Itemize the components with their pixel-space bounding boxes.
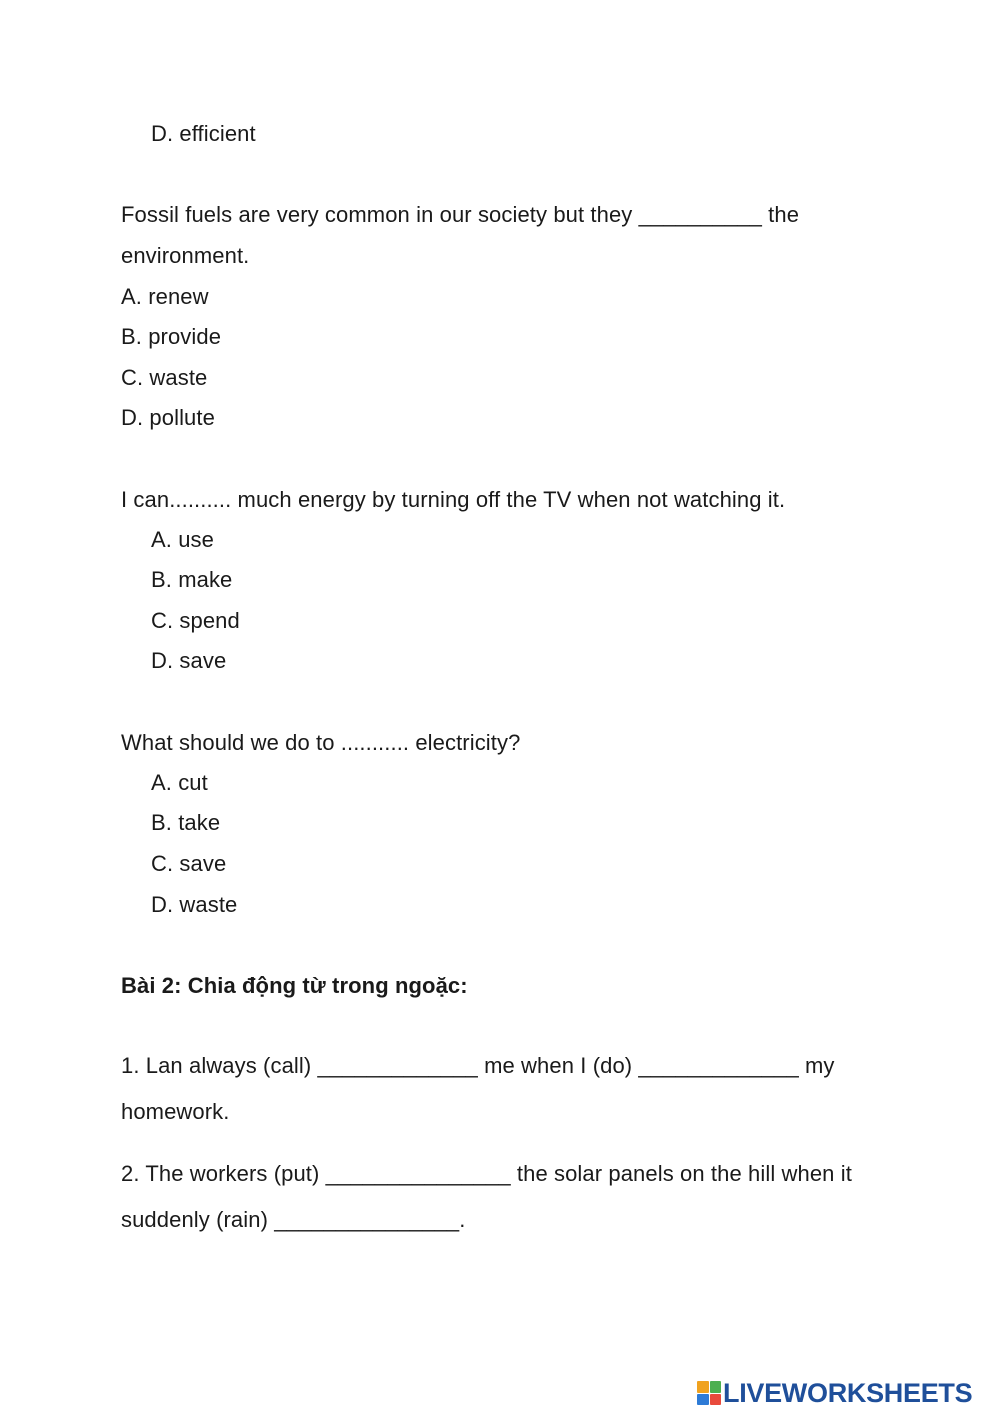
question-stem-continued: environment. bbox=[121, 243, 250, 268]
option-d: D. pollute bbox=[121, 405, 215, 430]
section-heading: Bài 2: Chia động từ trong ngoặc: bbox=[121, 973, 468, 998]
option-c: C. waste bbox=[121, 365, 208, 390]
option-c: C. spend bbox=[151, 608, 240, 633]
question-stem: I can.......... much energy by turning off the TV when not watching it. bbox=[121, 487, 786, 512]
exercise-item-2-continued: suddenly (rain) _______________. bbox=[121, 1207, 466, 1232]
exercise-item-2: 2. The workers (put) _______________ the solar panels on the hill when it bbox=[121, 1161, 852, 1186]
option-b: B. provide bbox=[121, 324, 222, 349]
option-d: D. save bbox=[151, 648, 227, 673]
exercise-item-1: 1. Lan always (call) _____________ me when I (do) _____________ my bbox=[121, 1053, 835, 1078]
option-b: B. make bbox=[151, 567, 233, 592]
exercise-item-1-continued: homework. bbox=[121, 1099, 230, 1124]
option-d: D. waste bbox=[151, 892, 238, 917]
logo-text: LIVEWORKSHEETS bbox=[723, 1377, 973, 1408]
option-a: A. renew bbox=[121, 284, 209, 309]
option-c: C. save bbox=[151, 851, 227, 876]
liveworksheets-logo bbox=[697, 1378, 972, 1408]
option-a: A. cut bbox=[151, 770, 208, 795]
option-a: A. use bbox=[151, 527, 214, 552]
option-d: D. efficient bbox=[151, 121, 256, 146]
option-b: B. take bbox=[151, 810, 221, 835]
question-stem: Fossil fuels are very common in our society but they __________ the bbox=[121, 202, 800, 227]
logo-mark-icon bbox=[697, 1381, 721, 1405]
question-stem: What should we do to ........... electricity? bbox=[121, 730, 521, 755]
